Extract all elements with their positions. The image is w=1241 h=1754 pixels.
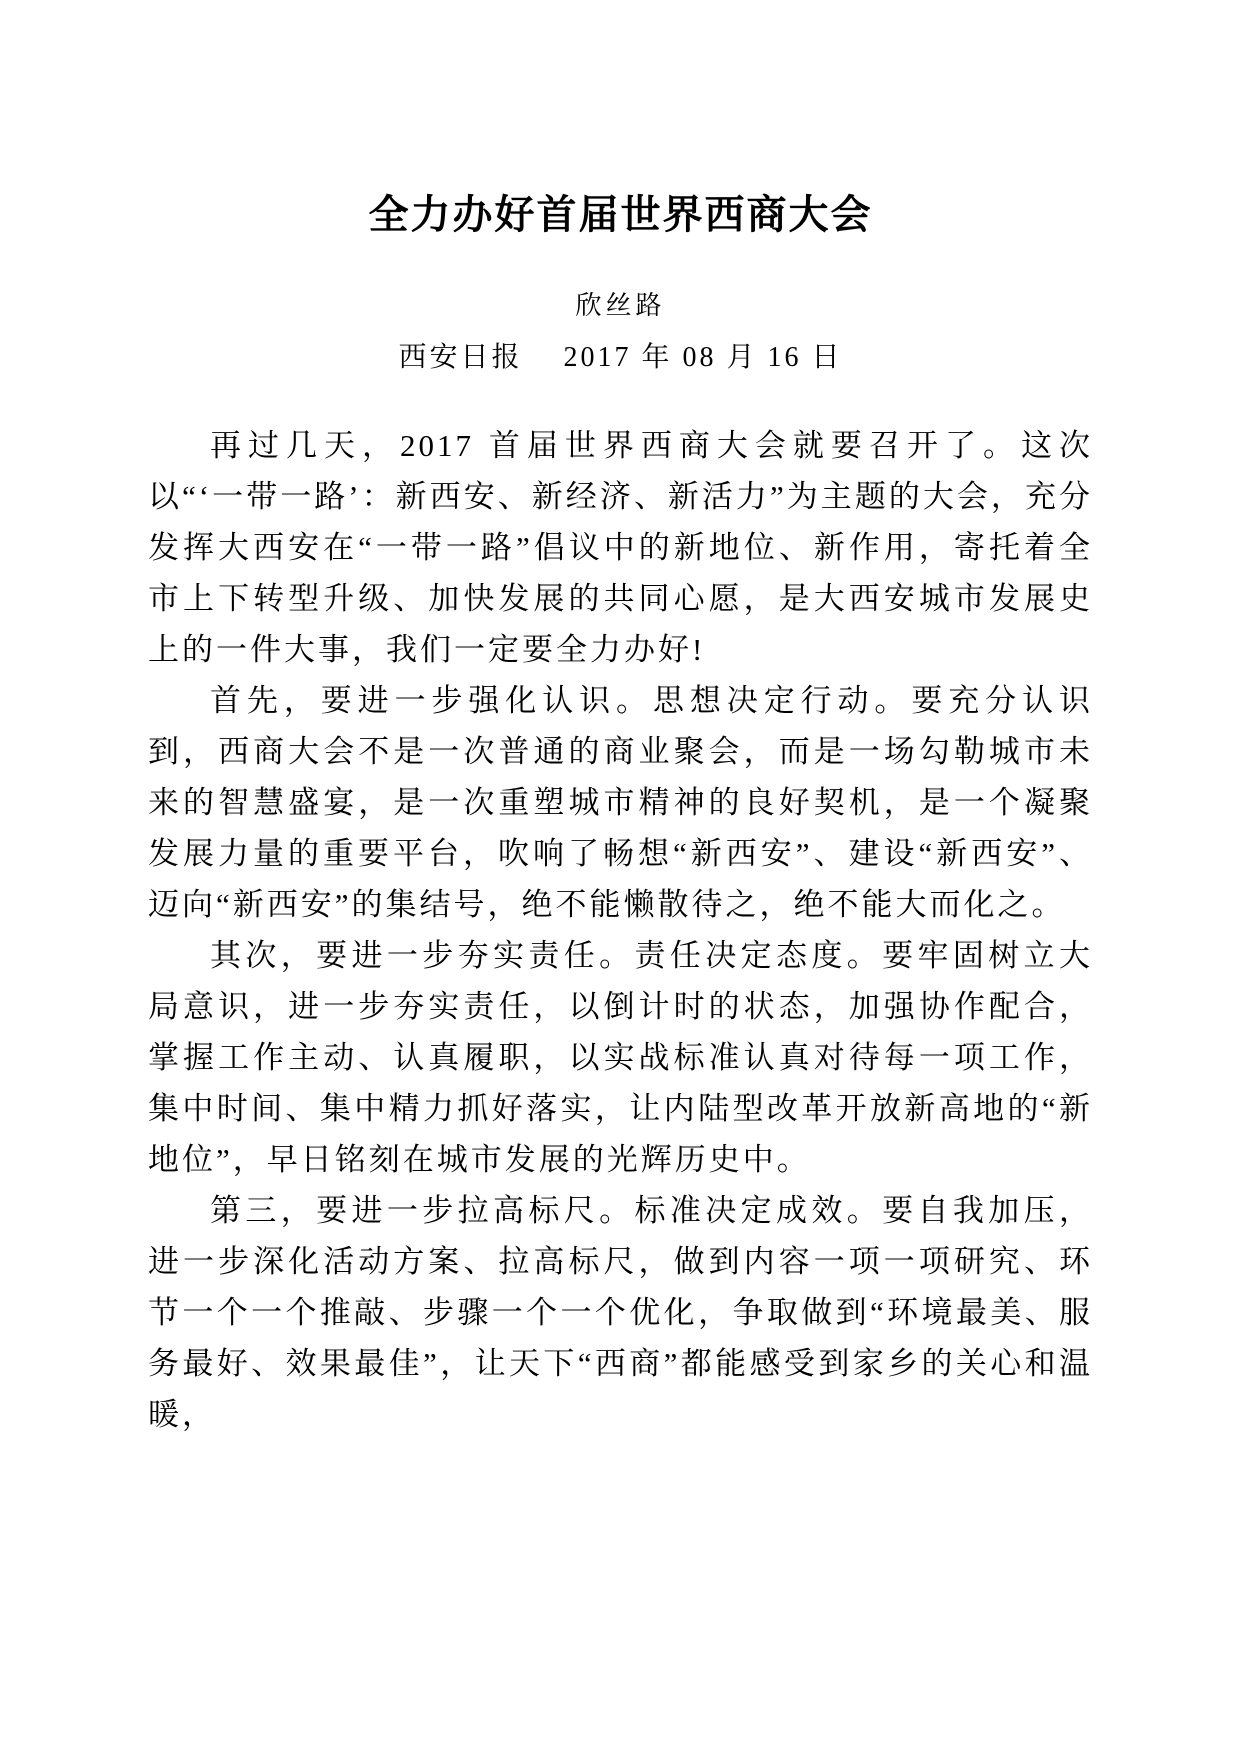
article-source-date: 西安日报 2017 年 08 月 16 日 bbox=[398, 342, 843, 373]
paragraph-2: 首先，要进一步强化认识。思想决定行动。要充分认识到，西商大会不是一次普通的商业聚会，而是一场勾勒城市未来的智慧盛宴，是一次重塑城市精神的良好契机，是一个凝聚发展力量的重要平台，吹响了畅想“新西安”、建设“新西安”、迈向“新西安”的集结号，绝不能懒散待之，绝不能大而化之。 bbox=[148, 683, 1093, 922]
paragraph-1: 再过几天，2017 首届世界西商大会就要召开了。这次以“‘一带一路’：新西安、新经济、新活力”为主题的大会，充分发挥大西安在“一带一路”倡议中的新地位、新作用，寄托着全市上下转型升级、加快发展的共同心愿，是大西安城市发展史上的一件大事，我们一定要全力办好! bbox=[148, 428, 1093, 667]
article-author: 欣丝路 bbox=[575, 291, 666, 320]
paragraph-3: 其次，要进一步夯实责任。责任决定态度。要牢固树立大局意识，进一步夯实责任，以倒计时的状态，加强协作配合，掌握工作主动、认真履职，以实战标准认真对待每一项工作，集中时间、集中精力抓好落实，让内陆型改革开放新高地的“新地位”，早日铭刻在城市发展的光辉历史中。 bbox=[148, 938, 1093, 1177]
paragraph-4: 第三，要进一步拉高标尺。标准决定成效。要自我加压，进一步深化活动方案、拉高标尺，做到内容一项一项研究、环节一个一个推敲、步骤一个一个优化，争取做到“环境最美、服务最好、效果最佳”，让天下“西商”都能感受到家乡的关心和温暖， bbox=[148, 1193, 1093, 1432]
article-title: 全力办好首届世界西商大会 bbox=[368, 192, 873, 237]
article-body bbox=[148, 420, 1093, 1440]
